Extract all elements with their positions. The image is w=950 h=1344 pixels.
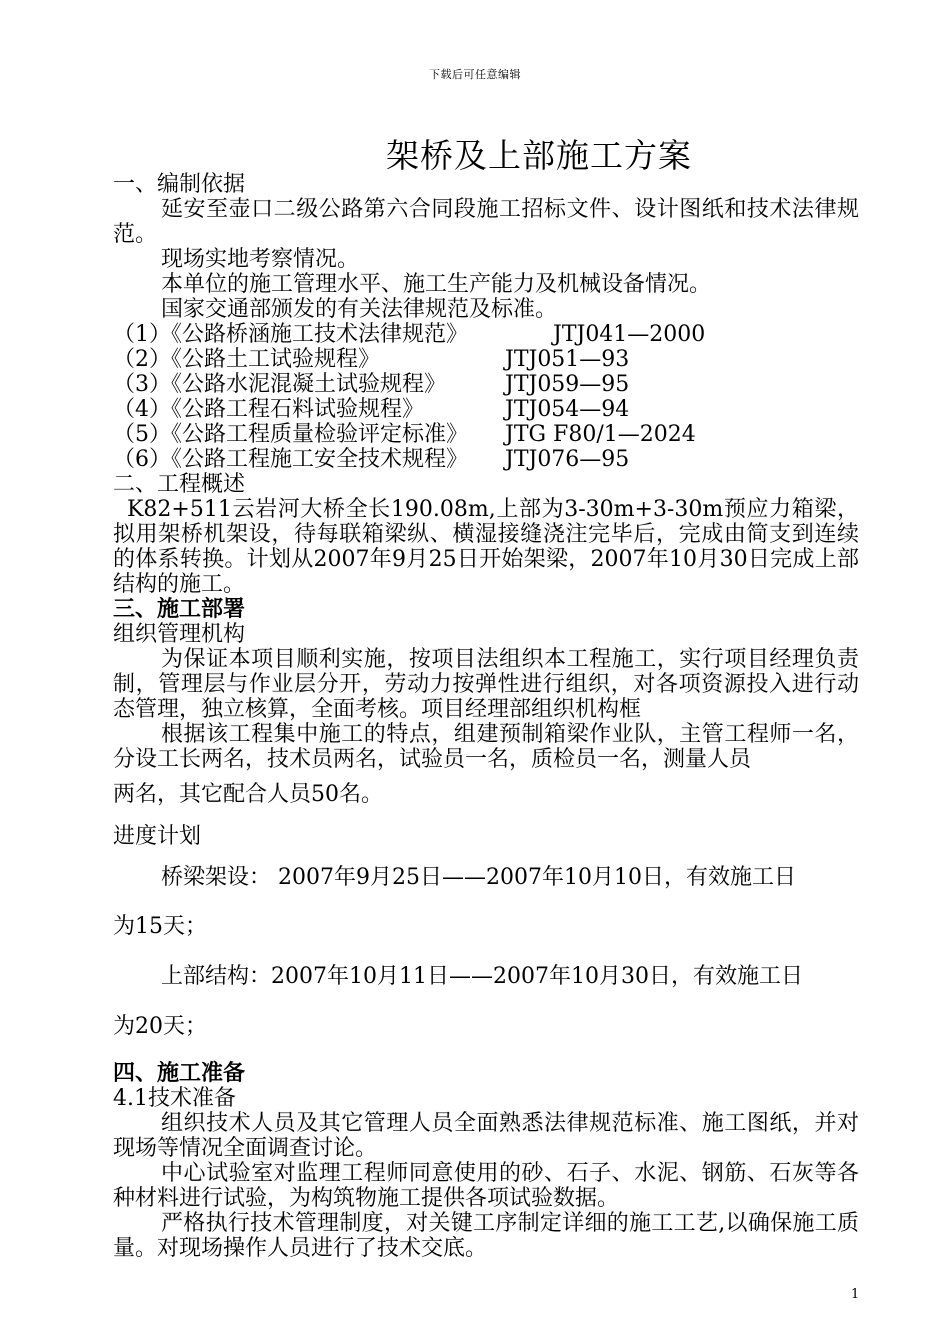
reference-code: JTJ059—95 [505,372,630,397]
reference-item [113,447,859,472]
reference-name: （5）《公路工程质量检验评定标准》 [113,422,468,447]
section2-paragraph: K82+511云岩河大桥全长190.08m,上部为3-30m+3-30m预应力箱梁，拟用架桥机架设，待每联箱梁纵、横湿接缝浇注完毕后，完成由简支到连续的体系转换。计划从2007年9月25日开始架梁，2007年10月30日完成上部结构的施工。 [113,497,859,597]
reference-code: JTJ041—2000 [553,322,706,347]
schedule-heading: 进度计划 [113,824,202,849]
document-title: 架桥及上部施工方案 [386,136,692,175]
org-paragraph-2-end: 两名，其它配合人员50名。 [113,782,383,807]
page-number: 1 [851,1287,860,1302]
section1-paragraph-1: 延安至壶口二级公路第六合同段施工招标文件、设计图纸和技术法律规范。 [113,197,859,247]
section4-heading: 四、施工准备 [113,1060,246,1086]
section4-paragraph-3: 严格执行技术管理制度，对关键工序制定详细的施工工艺,以确保施工质量。对现场操作人员进行了技术交底。 [113,1211,859,1261]
reference-name: （4）《公路工程石料试验规程》 [113,397,424,422]
reference-name: （1）《公路桥涵施工技术法律规范》 [113,322,468,347]
section4-paragraph-2: 中心试验室对监理工程师同意使用的砂、石子、水泥、钢筋、石灰等各种材料进行试验，为构筑物施工提供各项试验数据。 [113,1161,859,1211]
reference-name: （3）《公路水泥混凝土试验规程》 [113,372,446,397]
reference-code: JTG F80/1—2024 [505,422,696,447]
section1-heading: 一、编制依据 [113,172,246,197]
schedule-upper: 上部结构：2007年10月11日——2007年10月30日，有效施工日 [161,964,803,989]
reference-name: （6）《公路工程施工安全技术规程》 [113,447,468,472]
section1-paragraph-3: 本单位的施工管理水平、施工生产能力及机械设备情况。 [161,272,712,297]
org-paragraph-2: 根据该工程集中施工的特点，组建预制箱梁作业队，主管工程师一名，分设工长两名，技术员两名，试验员一名，质检员一名，测量人员 [113,722,859,772]
reference-item [113,322,859,347]
reference-item [113,422,859,447]
reference-code: JTJ076—95 [505,447,630,472]
org-heading: 组织管理机构 [113,622,246,647]
section2-heading: 二、工程概述 [113,472,246,497]
section1-paragraph-2: 现场实地考察情况。 [161,247,360,272]
section1-paragraph-4: 国家交通部颁发的有关法律规范及标准。 [161,297,558,322]
org-paragraph-1: 为保证本项目顺利实施，按项目法组织本工程施工，实行项目经理负责制，管理层与作业层分开，劳动力按弹性进行组织，对各项资源投入进行动态管理，独立核算，全面考核。项目经理部组织机构框 [113,647,859,722]
section4-subheading: 4.1技术准备 [113,1086,236,1111]
schedule-upper-end: 为20天； [113,1014,207,1039]
reference-item [113,347,859,372]
document-body [113,172,859,1261]
reference-item [113,397,859,422]
reference-item [113,372,859,397]
section4-paragraph-1: 组织技术人员及其它管理人员全面熟悉法律规范标准、施工图纸，并对现场等情况全面调查讨论。 [113,1111,859,1161]
reference-name: （2）《公路土工试验规程》 [113,347,380,372]
reference-code: JTJ054—94 [505,397,630,422]
schedule-bridge: 桥梁架设： 2007年9月25日——2007年10月10日，有效施工日 [161,865,796,890]
reference-code: JTJ051—93 [505,347,630,372]
section3-heading: 三、施工部署 [113,596,246,622]
schedule-bridge-end: 为15天； [113,914,207,939]
header-note: 下载后可任意编辑 [429,68,521,81]
